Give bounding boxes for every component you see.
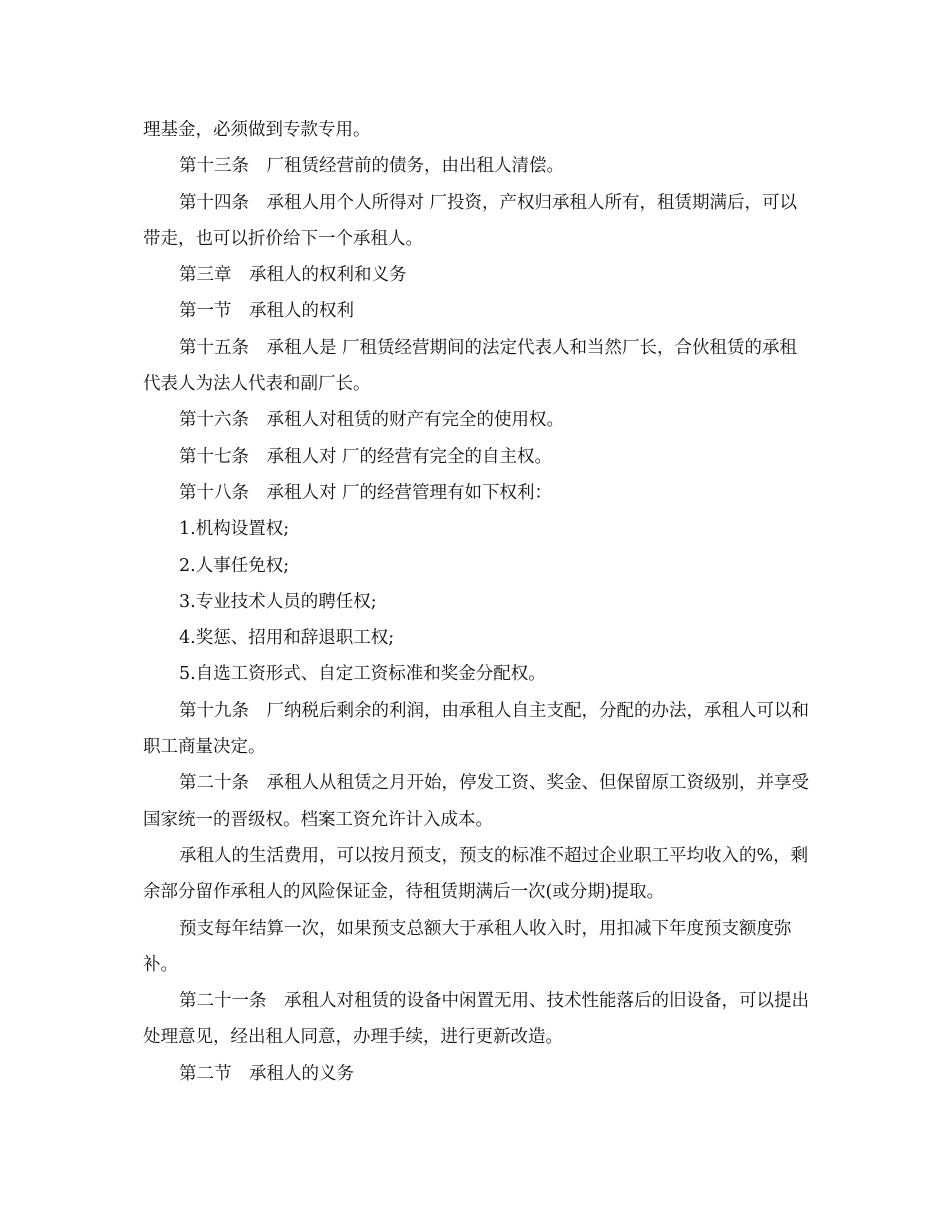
article-14: 第十四条 承租人用个人所得对 厂投资，产权归承租人所有，租赁期满后，可以带走，也可以折价给下一个承租人。 — [143, 192, 798, 249]
document-body — [143, 112, 813, 1092]
article-20: 第二十条 承租人从租赁之月开始，停发工资、奖金、但保留原工资级别，并享受国家统一的晋级权。档案工资允许计入成本。 — [143, 773, 809, 830]
chapter-3-heading: 第三章 承租人的权利和义务 — [179, 265, 407, 286]
article-18: 第十八条 承租人对 厂的经营管理有如下权利： — [179, 482, 553, 503]
list-item-5: 5.自选工资形式、自定工资标准和奖金分配权。 — [179, 664, 546, 685]
living-expenses-paragraph: 承租人的生活费用，可以按月预支，预支的标准不超过企业职工平均收入的%，剩余部分留作承租人的风险保证金，待租赁期满后一次(或分期)提取。 — [143, 845, 809, 903]
article-17: 第十七条 承租人对 厂的经营有完全的自主权。 — [179, 446, 553, 467]
paragraph-1: 理基金，必须做到专款专用。 — [143, 120, 371, 140]
list-item-4: 4.奖惩、招用和辞退职工权; — [179, 628, 395, 649]
settlement-paragraph: 预支每年结算一次，如果预支总额大于承租人收入时，用扣减下年度预支额度弥补。 — [143, 918, 792, 975]
article-19: 第十九条 厂纳税后剩余的利润，由承租人自主支配，分配的办法，承租人可以和职工商量决定。 — [143, 700, 809, 758]
article-15: 第十五条 承租人是 厂租赁经营期间的法定代表人和当然厂长，合伙租赁的承租代表人为法人代表和副厂长。 — [143, 337, 798, 395]
section-1-heading: 第一节 承租人的权利 — [179, 301, 354, 322]
list-item-2: 2.人事任免权; — [179, 555, 290, 576]
section-2-heading: 第二节 承租人的义务 — [179, 1063, 354, 1084]
article-21: 第二十一条 承租人对租赁的设备中闲置无用、技术性能落后的旧设备，可以提出处理意见，经出租人同意，办理手续，进行更新改造。 — [143, 991, 809, 1048]
list-item-3: 3.专业技术人员的聘任权; — [179, 591, 377, 612]
list-item-1: 1.机构设置权; — [179, 519, 290, 540]
article-13: 第十三条 厂租赁经营前的债务，由出租人清偿。 — [179, 156, 564, 177]
article-16: 第十六条 承租人对租赁的财产有完全的使用权。 — [179, 410, 564, 431]
